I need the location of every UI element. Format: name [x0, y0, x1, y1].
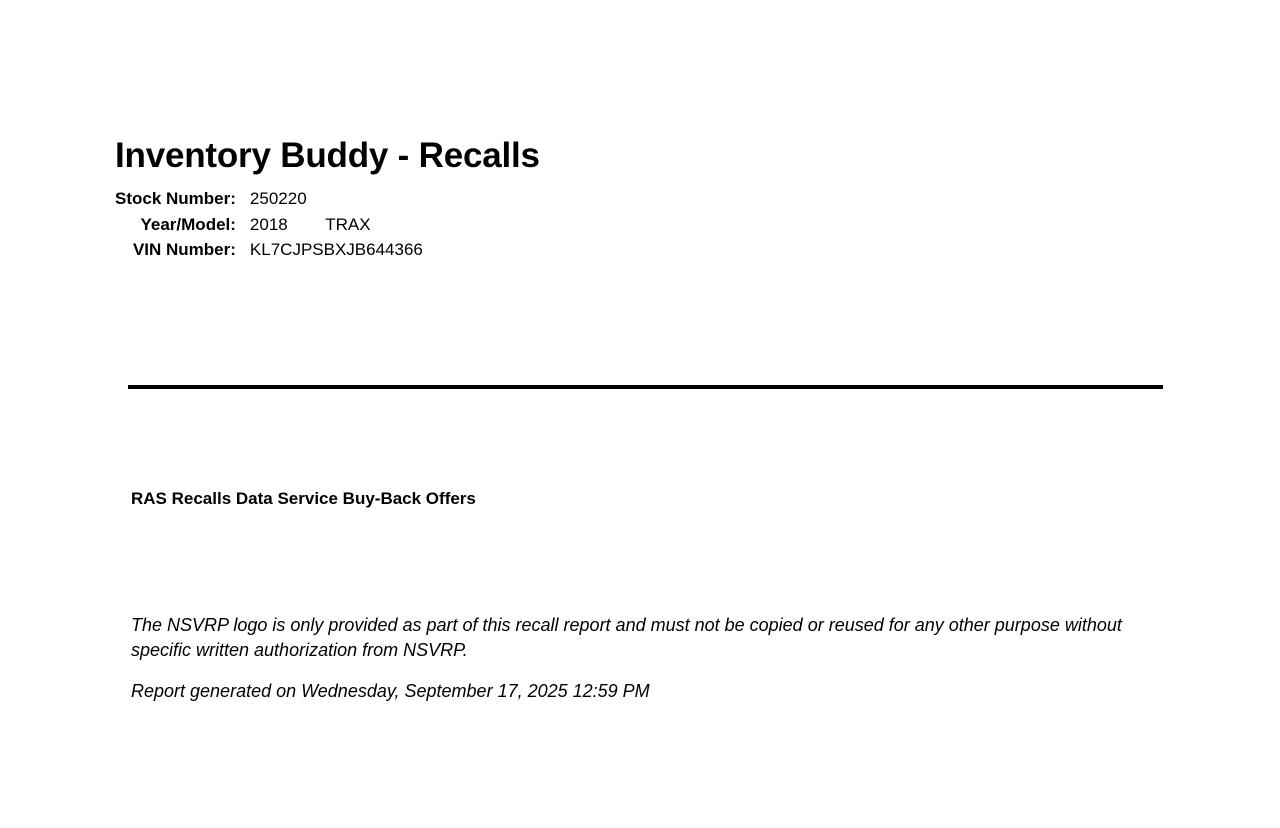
vin-number-value: KL7CJPSBXJB644366: [249, 240, 423, 259]
section-heading-buy-back-offers: RAS Recalls Data Service Buy-Back Offers: [131, 489, 476, 508]
table-row: [115, 186, 423, 212]
table-row: [115, 237, 423, 263]
stock-number-value: 250220: [249, 189, 307, 208]
table-row: [115, 212, 423, 238]
year-model-label: Year/Model:: [140, 214, 236, 234]
stock-number-label: Stock Number:: [115, 189, 236, 208]
vehicle-info-table: [115, 186, 423, 263]
horizontal-rule: [128, 385, 1163, 389]
report-generated-timestamp: Report generated on Wednesday, September 17, 2025 12:59 PM: [131, 681, 650, 701]
year-model-value: 2018 TRAX: [249, 214, 371, 234]
vin-number-label: VIN Number:: [132, 240, 236, 259]
logo-disclaimer-text: The NSVRP logo is only provided as part of this recall report and must not be copied or reused for any other purpose without specific written authorization from NSVRP.: [131, 615, 1122, 660]
page-title: Inventory Buddy - Recalls: [115, 136, 540, 175]
